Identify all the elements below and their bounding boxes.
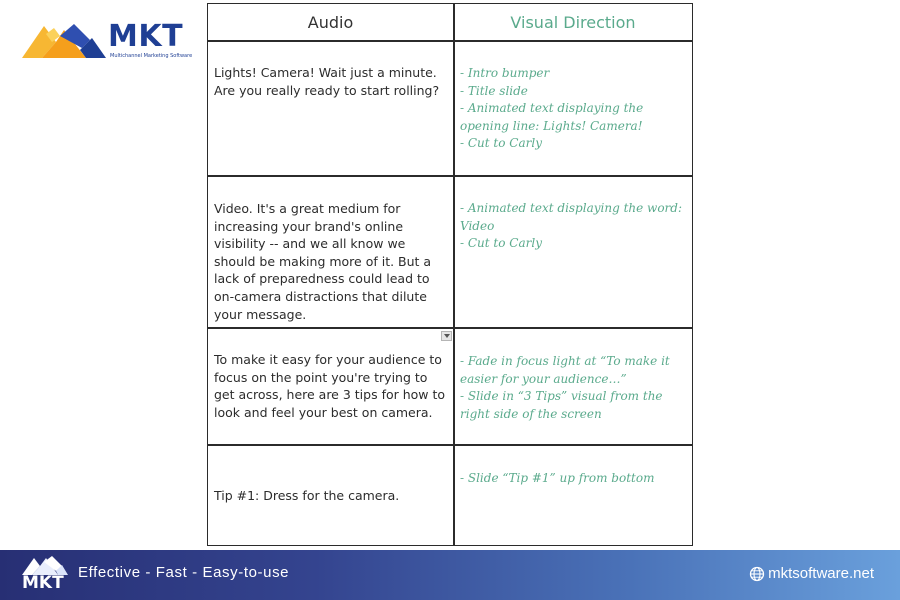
visual-cell-4[interactable]	[460, 470, 690, 488]
logo-subtitle: Multichannel Marketing Software	[110, 53, 193, 59]
website-text: mktsoftware.net	[768, 565, 874, 582]
visual-item: - Slide “Tip #1” up from bottom	[460, 471, 655, 485]
mkt-logo-icon	[20, 20, 108, 60]
script-table	[207, 3, 693, 546]
row-divider	[208, 327, 692, 329]
visual-item: - Cut to Carly	[460, 236, 542, 251]
globe-icon	[749, 566, 765, 582]
row-divider	[208, 444, 692, 446]
footer-logo-text: MKT	[22, 573, 64, 593]
row-divider	[208, 175, 692, 177]
row-divider	[208, 40, 692, 42]
footer-bar	[0, 550, 900, 600]
audio-cell-3[interactable]: To make it easy for your audience to focus on the point you're trying to get across, here are 3 tips for how to look and feel your best on camera.	[214, 352, 446, 420]
visual-cell-3[interactable]	[460, 353, 690, 423]
visual-item: - Fade in focus light at “To make it easier for your audience…”	[460, 354, 670, 386]
audio-cell-2[interactable]: Video. It's a great medium for increasing your brand's online visibility -- and we all know we should be making more of it. But a lack of preparedness could lead to on-camera distractions that dilute your message.	[214, 201, 432, 322]
footer-logo	[20, 554, 72, 596]
visual-cell-2[interactable]	[460, 200, 690, 253]
brand-logo	[20, 18, 196, 64]
visual-item: - Animated text displaying the word: Video	[460, 201, 682, 233]
column-divider	[453, 4, 455, 545]
dropdown-arrow-icon[interactable]	[441, 331, 452, 341]
logo-text: MKT	[108, 19, 184, 54]
website-link[interactable]	[749, 565, 874, 582]
visual-item: - Intro bumper	[460, 66, 550, 80]
audio-cell-4[interactable]: Tip #1: Dress for the camera.	[214, 488, 400, 503]
audio-cell-1[interactable]: Lights! Camera! Wait just a minute. Are you really ready to start rolling?	[214, 65, 440, 98]
visual-item: - Cut to Carly	[460, 136, 542, 151]
tagline: Effective - Fast - Easy-to-use	[78, 564, 290, 581]
header-visual-direction: Visual Direction	[510, 12, 636, 32]
visual-cell-1[interactable]	[460, 65, 690, 153]
header-audio: Audio	[307, 12, 354, 32]
visual-item: - Title slide	[460, 83, 528, 98]
visual-item: - Animated text displaying the opening line: Lights! Camera!	[460, 101, 644, 133]
visual-item: - Slide in “3 Tips” visual from the right side of the screen	[460, 389, 663, 421]
